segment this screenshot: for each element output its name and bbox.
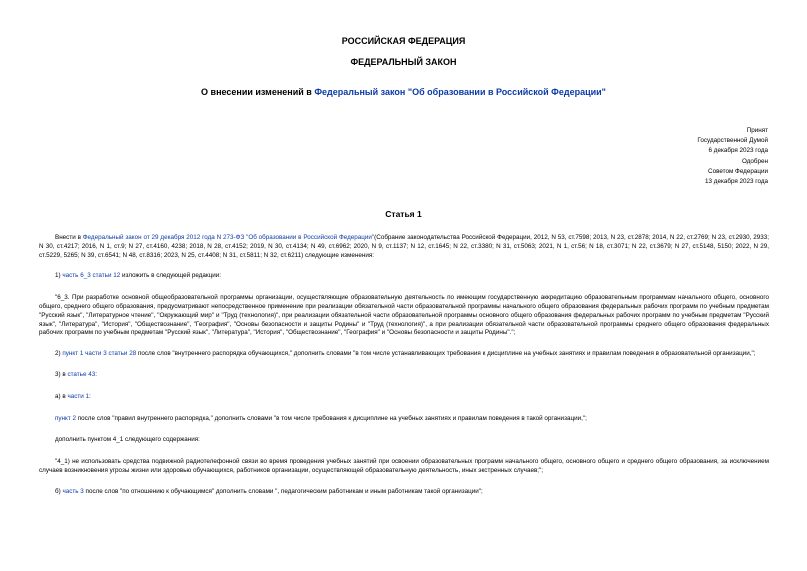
adoption-line: Советом Федерации [708, 167, 768, 175]
item-3-rest: : [95, 370, 97, 378]
adoption-block [608, 126, 768, 187]
item-2-link[interactable]: пункт 1 части 3 статьи 28 [62, 350, 137, 358]
intro-rest: (Собрание законодательства Российской Федерации, 2012, N 53, ст.7598; 2013, N 23, ст.2878; 2014, N 22, ст.2769; N 23, ст.2930, 2933; N 30, ст.4217; 2016, N 1, ст.9; N 27, ст.4160, 4238; 2018, N 28, ст.4152; 2019, N 30, ст.4134; N 49, ст.6962; 2020, N 9, ст.1137; N 12, ст.1645; N 22, ст.3380; N 31, ст.5063; 2021, N 1, ст.56; N 18, ст.3071; N 22, ст.3679; N 27, ст.5148, 5150; 2022, N 29, ст.5229, 5265; N 39, ст.6541; N 48, ст.8316; 2023, N 25, ст.4408; N 31, ст.5811; N 32, ст.6211) следующие изменения: [39, 234, 770, 259]
base-law-link[interactable]: Федеральный закон от 29 декабря 2012 года N 273-ФЗ "Об образовании в Российской Федерации" [82, 234, 375, 241]
article-body [39, 234, 769, 510]
intro-paragraph [39, 234, 769, 260]
law-title-prefix: О внесении изменений в [201, 87, 315, 97]
law-title-link[interactable]: Федеральный закон "Об образовании в Российской Федерации" [314, 87, 606, 97]
adoption-line: Принят [746, 127, 768, 134]
item-2-prefix: 2) [55, 350, 63, 358]
item-3b-prefix: б) [55, 487, 63, 495]
item-1-link[interactable]: часть 6_3 статьи 12 [62, 272, 121, 280]
point-2-link[interactable]: пункт 2 [55, 414, 76, 422]
item-3a-point-2 [39, 415, 769, 424]
adoption-line: 13 декабря 2023 года [705, 178, 768, 186]
item-3a-add-point: дополнить пунктом 4_1 следующего содержания: [55, 436, 200, 444]
law-type-heading: ФЕДЕРАЛЬНЫЙ ЗАКОН [350, 57, 457, 67]
adoption-line: Государственной Думой [697, 137, 768, 145]
item-3a-link[interactable]: части 1 [67, 392, 90, 400]
item-3b [39, 488, 769, 497]
item-1 [39, 272, 769, 281]
point-2-rest: после слов "правил внутреннего распорядка," дополнить словами "в том числе требования к дисциплине на учебных занятиях и правилам поведения в такой организации,"; [76, 414, 587, 422]
law-title [0, 87, 807, 97]
item-2 [39, 350, 769, 359]
item-1-rest: изложить в следующей редакции: [120, 272, 222, 280]
item-1-prefix: 1) [55, 272, 63, 280]
country-heading: РОССИЙСКАЯ ФЕДЕРАЦИЯ [341, 36, 466, 46]
item-3a [39, 393, 769, 402]
item-2-rest: после слов "внутреннего распорядка обучающихся," дополнить словами "в том числе устанавливающих требования к дисциплине на учебных занятиях и правилам поведения в образовательной организации,"; [136, 350, 756, 358]
quote-4-1: "4_1) не использовать средства подвижной радиотелефонной связи во время проведения учебных занятий при освоении образовательных программ начального общего, основного общего и среднего общего образования, за исключением случаев возникновения угрозы жизни или здоровью обучающихся, работников организации, осуществляющей образовательную деятельность, иных экстренных случаев;"; [39, 458, 769, 474]
item-3a-prefix: а) в [55, 392, 68, 400]
article-title: Статья 1 [385, 209, 422, 219]
adoption-line: 6 декабря 2023 года [708, 147, 768, 155]
item-3 [39, 371, 769, 380]
item-3a-rest: : [89, 392, 91, 400]
quote-6-3: "6_3. При разработке основной общеобразовательной программы организации, осуществляющие образовательную деятельность по имеющим государственную аккредитацию образовательным программам начального общего, основного общего, среднего общего образования, предусматривают непосредственное применение при реализации обязательной части образовательной программы начального общего образования федеральных рабочих программ по учебным предметам "Русский язык", "Литературное чтение", "Окружающий мир" и "Труд (технология)", при реализации обязательной части образовательной программы основного общего образования федеральных рабочих программ по учебным предметам "Русский язык", "Литература", "История", "Обществознание", "География", "Основы безопасности и защиты Родины" и "Труд (технология)", а при реализации обязательной части образовательной программы среднего общего образования федеральных рабочих программ по учебным предметам "Русский язык", "Литература", "История", "Обществознание", "География" и "Основы безопасности и защиты Родины"."; [39, 294, 769, 337]
intro-prefix: Внести в [55, 234, 83, 241]
item-3-link[interactable]: статье 43 [67, 370, 96, 378]
adoption-line: Одобрен [741, 157, 768, 165]
item-3b-rest: после слов "по отношению к обучающимся" дополнить словами ", педагогическим работникам и иным работникам такой организации"; [83, 487, 483, 495]
item-3-prefix: 3) в [55, 370, 68, 378]
item-3b-link[interactable]: часть 3 [62, 487, 84, 495]
